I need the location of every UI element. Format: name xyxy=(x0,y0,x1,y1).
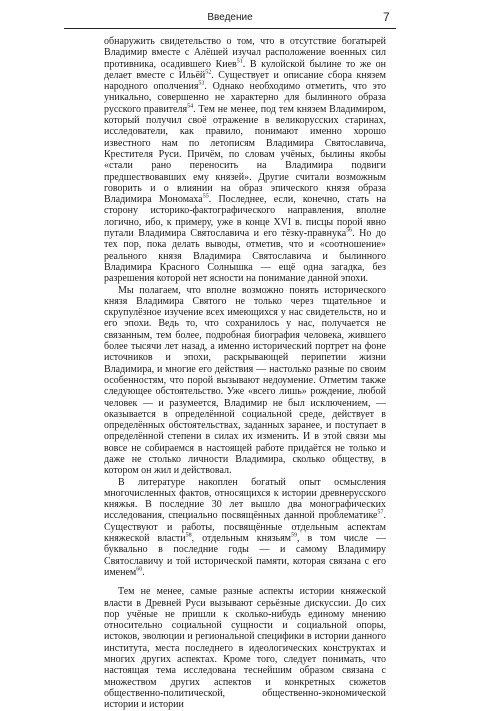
footnote-ref: 54 xyxy=(187,103,194,110)
footnote-ref: 57 xyxy=(377,510,384,517)
paragraph xyxy=(104,477,386,579)
text-run: Тем не менее, самые разные аспекты истории княжеской власти в Древней Руси вызывают серьёзные дискуссии. До сих пор учёные не пришли к сколько-нибудь единому мнению относительно социальной сущности и социальной опоры, истоков, эволюции и региональной специфики в истории данного института, места последнего в идеологических конструктах и многих других аспектах. Кроме того, следует понимать, что настоящая тема исследована теснейшим образом связана с множеством других аспектов и конкретных сюжетов общественно-политической, общественно-экономической истории и истории xyxy=(104,586,386,711)
footnote-ref: 56 xyxy=(346,227,353,234)
section-title: Введение xyxy=(207,12,253,23)
text-run: . Существуют и работы, посвящённые отдельным аспектам княжеской власти xyxy=(104,510,386,545)
paragraph xyxy=(104,586,386,710)
footnote-ref: 51 xyxy=(236,58,243,65)
text-run: обнаружить свидетельство о том, что в отсутствие богатырей Владимир вместе с Алёшей изучал расположение военных сил противника, осадившего Киев xyxy=(104,36,386,70)
text-run: . Однако необходимо отметить, что это уникально, совершенно не характерно для былинного образа русского правителя xyxy=(104,81,386,115)
paragraph xyxy=(104,285,386,477)
footnote-ref: 52 xyxy=(205,69,212,76)
text-run: В литературе накоплен богатый опыт осмысления многочисленных фактов, относящихся к истории древнерусского княжья. В последние 30 лет вышло два монографических исследования, специально посвящённых данной проблематике xyxy=(104,476,386,522)
text-run: , в том числе — буквально в последние годы — и самому Владимиру Святославичу и той исторической памяти, которая связана с его именем xyxy=(104,533,386,578)
paragraph xyxy=(104,36,386,285)
text-run: . xyxy=(142,566,145,578)
page-number: 7 xyxy=(383,10,390,24)
text-run: . Существует и описание сбора князем народного ополчения xyxy=(104,69,387,93)
footnote-ref: 53 xyxy=(198,80,205,87)
text-run: Мы полагаем, что вполне возможно понять исторического князя Владимира Святого не только через тщательное и скрупулёзное изучение всех имеющихся у нас свидетельств, но и его эпохи. Ведь то, что сохранилось у нас, получается не связанным, тем более, подробная биография человека, жившего более тысячи лет назад, а именно исторический портрет на фоне источников и эпохи, раскрывающей перипетии жизни Владимира, и многие его действия — настолько разные по своим особенностям, что порой вызывают недоумение. Отметим также следующее обстоятельство. Уже «всего лишь» рождение, любой человек — и разумеется, Владимир не был исключением, — оказывается в определённой социальной среде, действует в определённых обстоятельствах, заданных заранее, и поступает в определённой степени в силах их изменить. И в этой связи мы вовсе не собираемся в настоящей работе придаётся не только и даже не столько личности Владимира, сколько обществу, в котором он жил и действовал. xyxy=(104,284,386,477)
text-run: . В кулойской былине то же он делает вместе с Ильёй xyxy=(104,58,386,81)
text-run: . Тем не менее, под тем князем Владимиром, который получил своё отражение в великорусских старинах, исследователи, как правило, понимают именно хорошо известного нам по летописям Владимира Святославича, Крестителя Руси. Причём, по словам учёных, былины якобы «стали рано переносить на Владимира подвиги предшествовавших ему князей». Другие считали возможным говорить и о влиянии на образ эпического князя образа Владимира Мономаха xyxy=(104,103,387,206)
footnote-ref: 59 xyxy=(291,532,298,539)
text-run: . Но до тех пор, пока делать выводы, отметив, что и «соотношение» реального князя Владимира Святославича и былинного Владимира Красного Солнышка — ещё одна загадка, без разрешения которой нет ясности на понимание данной эпохи. xyxy=(104,228,386,285)
footnote-ref: 55 xyxy=(202,193,209,200)
body-text xyxy=(104,36,386,711)
running-header xyxy=(64,10,396,29)
text-run: . Последнее, если, конечно, стать на сторону историко-фактографического направления, вполне логично, ибо, к примеру, уже в конце XVI в. писцы порой явно путали Владимира Святославича и его тёзку-правнука xyxy=(104,194,387,240)
footnote-ref: 60 xyxy=(136,566,143,573)
text-run: , отдельным князьям xyxy=(191,533,292,545)
footnote-ref: 58 xyxy=(185,532,192,539)
